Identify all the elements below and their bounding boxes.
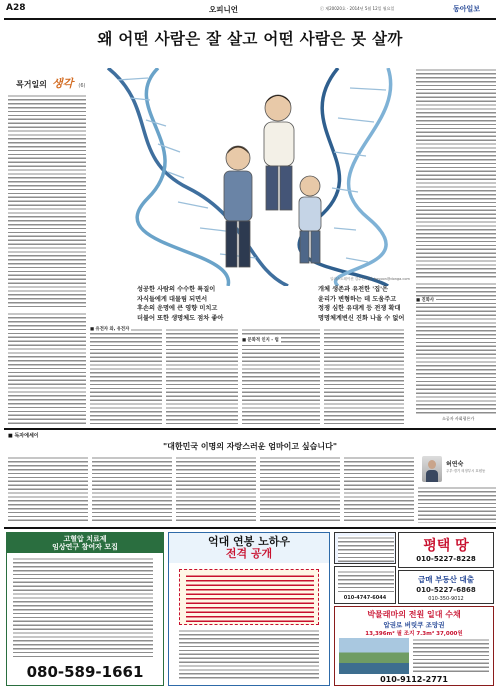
column-label-no: (6)	[78, 83, 86, 89]
essay-author: 허연숙	[446, 461, 464, 468]
ad-clinic-title	[7, 533, 163, 553]
ad-small-phone-2[interactable]: 010-350-9012	[428, 596, 464, 602]
ad-estate-phone[interactable]: 010-5227-8228	[416, 555, 476, 563]
headline: 왜 어떤 사람은 잘 살고 어떤 사람은 못 살까	[97, 30, 403, 48]
dna-illustration	[88, 68, 413, 286]
ad-estate-small-2[interactable]	[334, 566, 396, 604]
pull-quote-right-line: 정쟁 심한 유대계 등 전쟁 확대	[318, 305, 401, 312]
pull-quote-right-line: 윤리가 변형하는 데 도움주고	[318, 295, 397, 303]
body-column-4	[166, 328, 238, 424]
section-name: 오피니언	[209, 5, 238, 14]
body-column-2	[8, 312, 86, 424]
body-column-1	[8, 94, 86, 308]
pull-quote-right	[318, 285, 422, 323]
essay-label: ■ 독자에세이	[8, 433, 39, 439]
pull-quote-right-line: 개체 생존과 유전한 '집'은	[318, 286, 389, 293]
column-label-main: 목거일의	[16, 80, 47, 89]
header-rule	[4, 18, 496, 20]
ad-care-body	[179, 629, 319, 681]
ad-land-subtitle: 압권로 버릿쿠 조망권	[383, 621, 445, 629]
essay-column-2	[92, 456, 172, 523]
ad-estate-title: 평택 땅	[423, 538, 469, 554]
ad-clinic-title1: 고혈압 치료제	[63, 535, 107, 543]
ad-estate-small-1[interactable]	[334, 532, 396, 564]
section-divider	[4, 428, 496, 430]
subhead-culture: ■ 문화적 인지 - 럽	[242, 338, 279, 343]
ad-care-title	[169, 533, 329, 563]
ad-estate-loan[interactable]	[398, 570, 494, 604]
ads-divider	[4, 527, 496, 529]
page-number: A28	[6, 3, 26, 13]
column-label	[16, 72, 86, 90]
ad-land-title: 박물래마의 전원 일대 수채	[367, 610, 461, 619]
body-column-3	[90, 328, 162, 424]
masthead-line: ⓒ 제20020호 · 2014년 5월 12일 월요일	[320, 6, 395, 11]
pull-quote-left-line: 성공한 사람의 수수한 특질이	[137, 286, 216, 293]
figure-boy	[264, 95, 294, 210]
body-column-7	[416, 68, 496, 278]
photo-caption: 일러스트레이션 김수진 기자 boyoon@donga.com	[330, 277, 410, 281]
essay-author-sub: 주부·경기 의정부시 호원동	[446, 469, 486, 473]
ad-estate[interactable]	[398, 532, 494, 568]
essay-title: "대한민국 이명의 자랑스러운 엄마이고 싶습니다"	[162, 442, 338, 451]
ad-care[interactable]	[168, 532, 330, 686]
subhead-genes: ■ 유전자 와, 유전자	[90, 327, 130, 332]
essay-author-photo	[422, 456, 442, 482]
essay-column-1	[8, 456, 88, 523]
ad-care-title1: 억대 연봉 노하우	[207, 535, 291, 548]
page-header	[0, 0, 500, 18]
ad-land-body	[413, 638, 489, 674]
ad-clinic-body	[13, 557, 153, 657]
ad-clinic-phone[interactable]: 080-589-1661	[26, 663, 144, 681]
pull-quote-left-line: 자식들에게 대물림 되면서	[137, 295, 208, 303]
subhead-evolution: ■ 진화사	[416, 298, 435, 303]
pull-quote-left-line: 더불어 또한 생명체도 점차 좋아	[137, 314, 224, 322]
dna-helix-left	[108, 68, 288, 286]
figure-child	[299, 176, 321, 263]
essay-column-4	[260, 456, 340, 523]
ad-land-price: 13,396m² 필 조지 7.3m² 37,000원	[365, 631, 463, 637]
ad-clinic[interactable]	[6, 532, 164, 686]
essay-column-5	[344, 456, 414, 523]
ad-estate-loan-title: 급매 부동산 대출	[418, 575, 474, 584]
pull-quote-right-line: 명명체계변신 진화 나올 수 없어	[318, 314, 405, 322]
pull-quote-left-line: 후손의 운명에 큰 영향 미치고	[137, 305, 218, 312]
column-label-accent: 생각	[52, 77, 74, 90]
ad-land-phone[interactable]: 010-9112-2771	[380, 675, 448, 684]
paper-name: 동아일보	[453, 4, 481, 13]
pull-quote-left	[137, 285, 241, 323]
ad-clinic-title2: 임상연구 참여자 모집	[52, 543, 118, 551]
ad-estate-loan-phone[interactable]: 010-5227-6868	[416, 586, 476, 594]
ad-land-sale[interactable]	[334, 606, 494, 686]
essay-column-3	[176, 456, 256, 523]
ad-care-redbox	[179, 569, 319, 625]
ad-care-title2: 전격 공개	[225, 547, 273, 560]
essay-column-6	[418, 486, 496, 523]
figure-man	[224, 146, 252, 267]
ad-small-phone-1[interactable]: 010-4747-6044	[343, 595, 387, 601]
byline: 소공자 사회평론가	[442, 416, 475, 421]
ad-land-photo	[339, 638, 409, 674]
body-column-6	[324, 328, 404, 424]
